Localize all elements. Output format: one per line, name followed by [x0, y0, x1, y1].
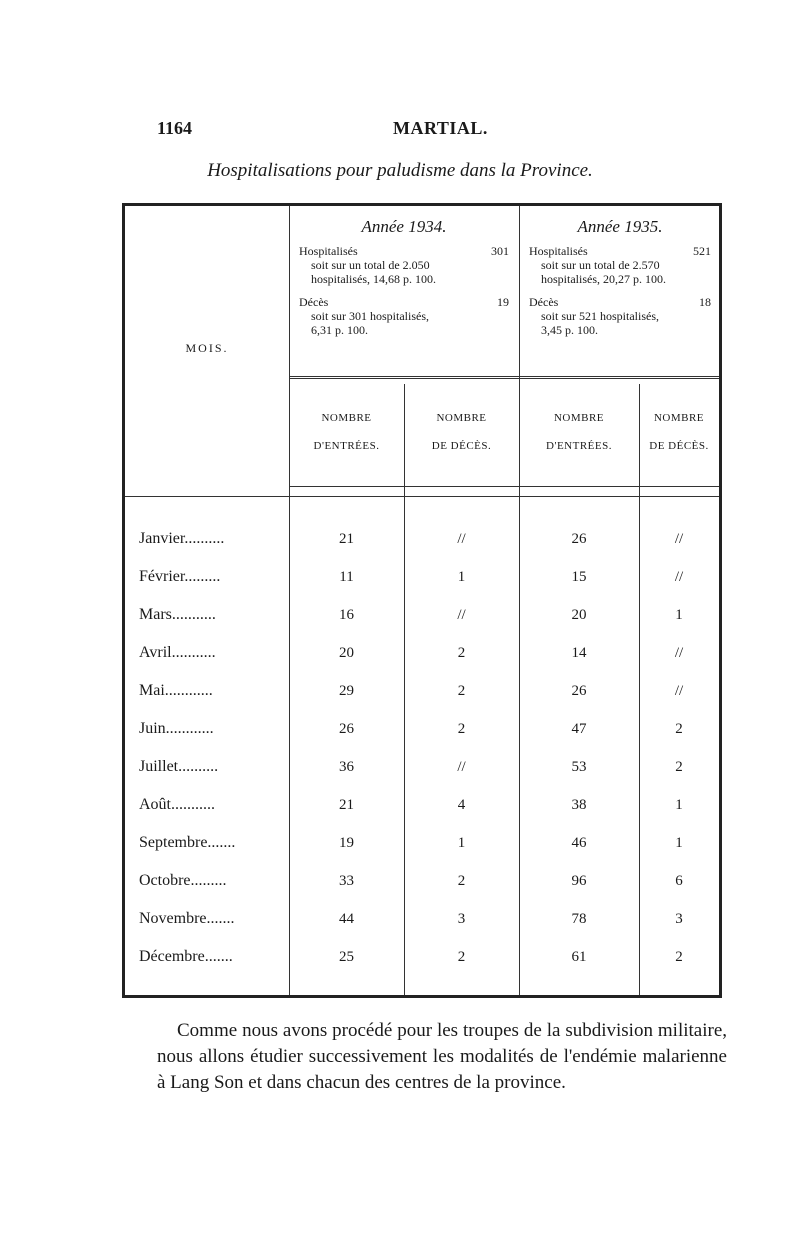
rule-header-body — [125, 496, 719, 497]
year-1935-block — [529, 217, 711, 337]
deces-1935-sub2: 3,45 p. 100. — [541, 323, 598, 337]
cell-entrees-1935: 26 — [571, 531, 587, 547]
deces-1935-sub1: soit sur 521 hospitalisés, — [541, 309, 660, 323]
table-row — [125, 788, 719, 826]
table-row — [125, 712, 719, 750]
cell-entrees-1934: 26 — [339, 721, 354, 737]
month-label: Décembre....... — [139, 948, 233, 965]
hosp-1934-value: 301 — [491, 244, 509, 258]
cell-deces-1935: 6 — [675, 873, 683, 889]
hosp-1934-line — [299, 244, 509, 258]
col-head-deces-1934: NOMBRE DE DÉCÈS. — [431, 412, 492, 452]
hosp-1935-value: 521 — [693, 244, 711, 258]
data-table — [122, 203, 722, 998]
hosp-1935-label: Hospitalisés — [529, 244, 588, 258]
cell-deces-1935: 1 — [675, 607, 683, 623]
cell-entrees-1935: 47 — [571, 721, 587, 737]
rule-under-col-heads — [289, 486, 719, 487]
cell-deces-1935: 2 — [675, 721, 683, 737]
col-head-deces-1935: NOMBRE DE DÉCÈS. — [649, 412, 709, 452]
cell-deces-1934: 1 — [457, 835, 466, 851]
cell-deces-1935: 1 — [675, 797, 683, 813]
cell-entrees-1934: 21 — [339, 531, 354, 547]
rule-under-years — [289, 376, 719, 379]
cell-deces-1934: 2 — [457, 683, 466, 699]
month-label: Avril........... — [139, 644, 216, 661]
hosp-1935-sub1: soit sur un total de 2.570 — [541, 258, 660, 272]
cell-deces-1935: // — [674, 645, 684, 661]
table-row — [125, 750, 719, 788]
cell-entrees-1934: 33 — [339, 873, 354, 889]
table-row — [125, 598, 719, 636]
cell-deces-1935: 3 — [675, 911, 683, 927]
deces-1934-label: Décès — [299, 295, 329, 309]
deces-1935-label: Décès — [529, 295, 559, 309]
cell-entrees-1935: 20 — [571, 607, 587, 623]
mois-label: MOIS. — [185, 341, 229, 355]
cell-entrees-1935: 15 — [571, 569, 587, 585]
hosp-1934-label: Hospitalisés — [299, 244, 358, 258]
deces-1935-value: 18 — [699, 295, 711, 309]
cell-deces-1934: // — [457, 759, 466, 775]
month-label: Mai............ — [139, 682, 213, 699]
cell-entrees-1935: 46 — [571, 835, 587, 851]
running-head: MARTIAL. — [393, 118, 488, 138]
cell-deces-1934: // — [457, 531, 466, 547]
table-row — [125, 674, 719, 712]
year-1935-title: Année 1935. — [577, 217, 663, 236]
month-label: Juin............ — [139, 720, 214, 737]
cell-entrees-1934: 21 — [339, 797, 354, 813]
cell-entrees-1935: 78 — [571, 911, 587, 927]
month-label: Août........... — [139, 796, 215, 813]
month-label: Mars........... — [139, 606, 216, 623]
cell-deces-1935: // — [674, 569, 684, 585]
hosp-1935-line — [529, 244, 711, 258]
hosp-1934-sub1: soit sur un total de 2.050 — [311, 258, 430, 272]
cell-entrees-1934: 16 — [339, 607, 354, 623]
cell-deces-1934: 4 — [457, 797, 466, 813]
deces-1934-sub2: 6,31 p. 100. — [311, 323, 368, 337]
col-head-entrees-1934: NOMBRE D'ENTRÉES. — [313, 412, 380, 452]
deces-1935-line — [529, 295, 711, 309]
body-paragraph: Comme nous avons procédé pour les troupes de la subdivision militaire, nous allons étudier successivement les modalités de l'endémie malarienne à Lang Son et dans chacun des centres de la province. — [157, 1020, 727, 1093]
deces-1934-line — [299, 295, 509, 309]
table-row — [125, 902, 719, 940]
cell-entrees-1935: 38 — [571, 797, 587, 813]
cell-entrees-1934: 36 — [339, 759, 354, 775]
cell-deces-1935: 1 — [675, 835, 683, 851]
deces-1934-value: 19 — [497, 295, 509, 309]
table-row — [125, 826, 719, 864]
cell-entrees-1935: 96 — [571, 873, 587, 889]
deces-1934-sub1: soit sur 301 hospitalisés, — [311, 309, 430, 323]
cell-entrees-1934: 44 — [339, 911, 354, 927]
cell-entrees-1934: 11 — [339, 569, 354, 585]
cell-entrees-1934: 19 — [339, 835, 354, 851]
table-row — [125, 864, 719, 902]
month-label: Juillet.......... — [139, 758, 219, 775]
year-1934-title: Année 1934. — [361, 217, 447, 236]
page-number: 1164 — [157, 118, 193, 138]
cell-deces-1934: 3 — [457, 911, 466, 927]
cell-entrees-1935: 14 — [571, 645, 587, 661]
month-label: Septembre....... — [139, 834, 236, 851]
cell-entrees-1934: 29 — [339, 683, 354, 699]
table-row — [125, 560, 719, 598]
cell-entrees-1935: 61 — [571, 949, 587, 965]
page-header — [157, 118, 717, 146]
cell-deces-1934: 2 — [457, 645, 466, 661]
cell-deces-1934: 2 — [457, 949, 466, 965]
cell-deces-1934: 1 — [457, 569, 466, 585]
cell-entrees-1935: 26 — [571, 683, 587, 699]
cell-entrees-1934: 20 — [339, 645, 354, 661]
table-row — [125, 522, 719, 560]
cell-deces-1935: 2 — [675, 759, 683, 775]
cell-entrees-1935: 53 — [571, 759, 587, 775]
month-label: Octobre......... — [139, 872, 227, 889]
cell-deces-1934: 2 — [457, 873, 466, 889]
table-row — [125, 636, 719, 674]
month-label: Novembre....... — [139, 910, 235, 927]
table-row — [125, 940, 719, 978]
month-label: Janvier.......... — [139, 530, 225, 547]
cell-deces-1935: 2 — [675, 949, 683, 965]
year-1934-block — [299, 217, 509, 337]
hosp-1934-sub2: hospitalisés, 14,68 p. 100. — [311, 272, 436, 286]
month-label: Février......... — [139, 568, 221, 585]
cell-deces-1935: // — [674, 683, 684, 699]
hosp-1935-sub2: hospitalisés, 20,27 p. 100. — [541, 272, 666, 286]
cell-deces-1934: 2 — [457, 721, 466, 737]
cell-entrees-1934: 25 — [339, 949, 354, 965]
table-title: Hospitalisations pour paludisme dans la Province. — [207, 160, 593, 181]
cell-deces-1934: // — [457, 607, 466, 623]
cell-deces-1935: // — [674, 531, 684, 547]
col-head-entrees-1935: NOMBRE D'ENTRÉES. — [546, 412, 612, 452]
